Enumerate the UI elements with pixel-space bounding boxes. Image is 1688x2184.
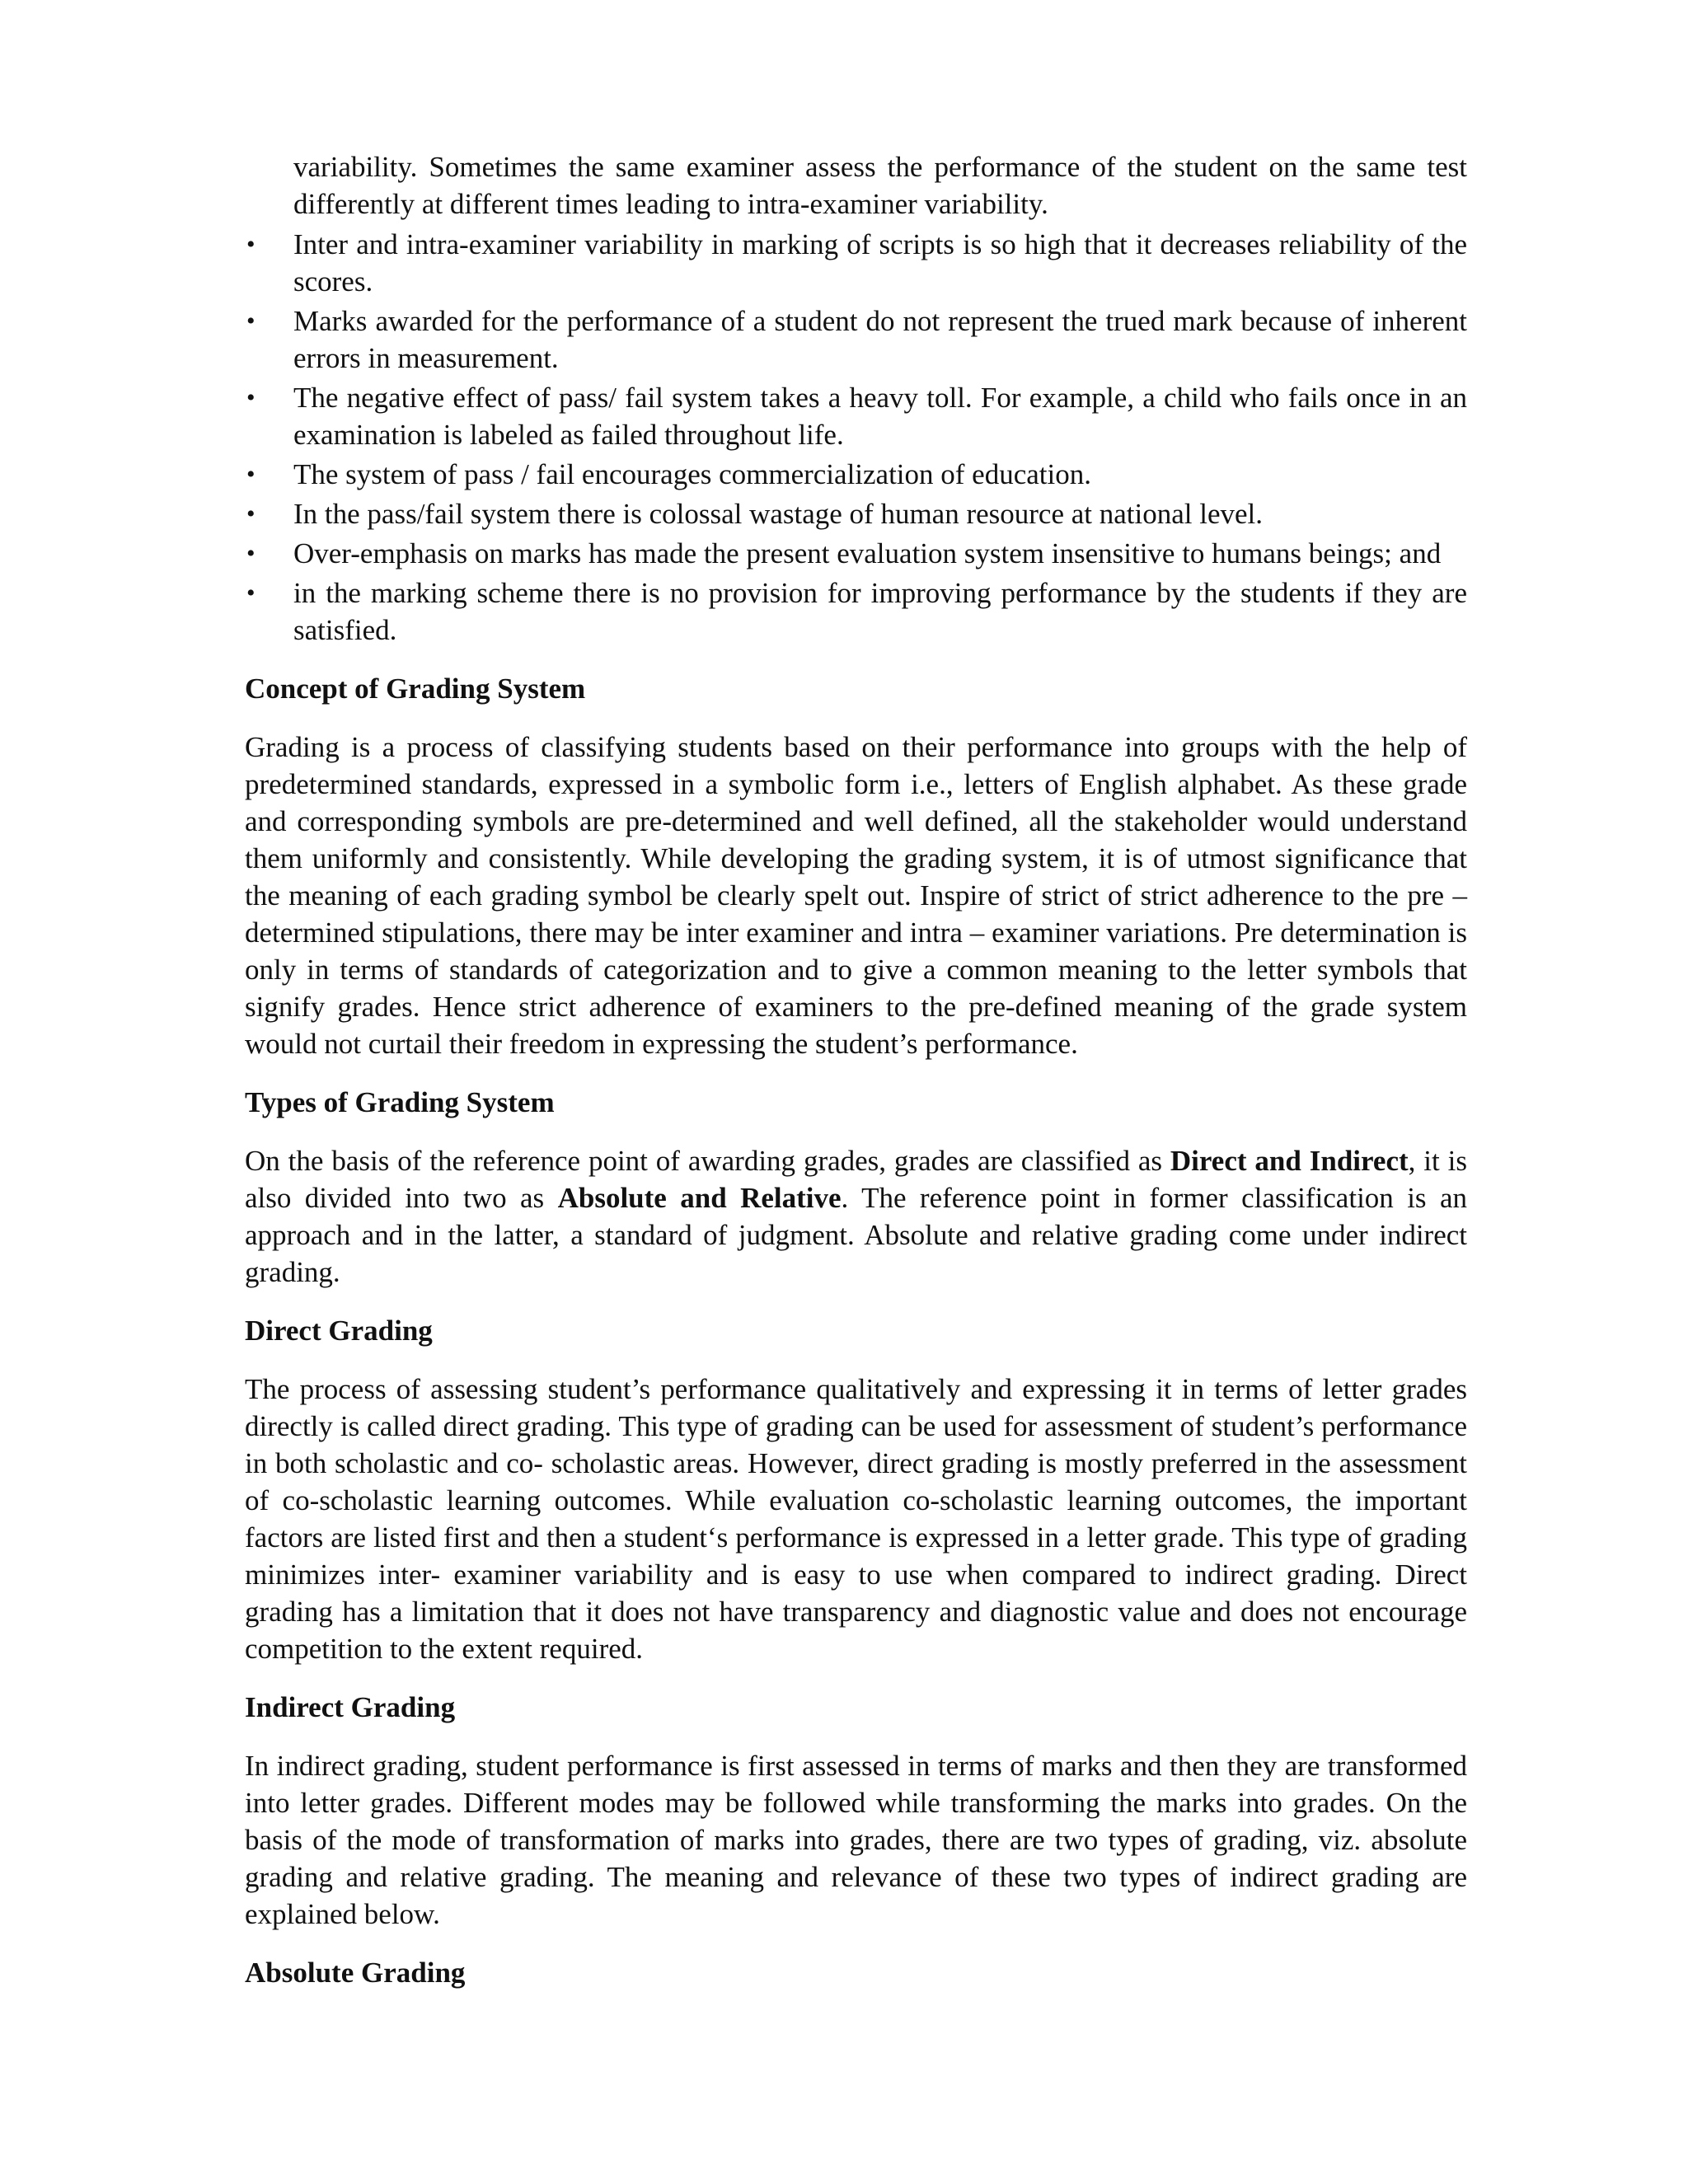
types-text-1: On the basis of the reference point of awarding grades, grades are classified as: [245, 1145, 1170, 1177]
heading-direct-grading: Direct Grading: [245, 1315, 433, 1347]
list-item-text: Inter and intra-examiner variability in marking of scripts is so high that it decreases reliability of the scores.: [293, 228, 1467, 298]
paragraph-direct: The process of assessing student’s performance qualitatively and expressing it in terms of letter grades directly is called direct grading. This type of grading can be used for assessment of student’s performance in both scholastic and co- scholastic areas. However, direct grading is mostly preferred in the assessment of co-scholastic learning outcomes. While evaluation co-scholastic learning outcomes, the important factors are listed first and then a student‘s performance is expressed in a letter grade. This type of grading minimizes inter- examiner variability and is easy to use when compared to indirect grading. Direct grading has a limitation that it does not have transparency and diagnostic value and does not encourage competition to the extent required.: [245, 1373, 1467, 1665]
heading-concept-of-grading-system: Concept of Grading System: [245, 673, 586, 705]
list-item: [245, 456, 1467, 493]
bullet-icon: •: [246, 579, 256, 607]
bullet-icon: •: [246, 500, 256, 527]
list-item-text: In the pass/fail system there is colossal wastage of human resource at national level.: [293, 498, 1264, 530]
types-text-3: . The reference point in former classification is an approach and in the latter, a standard of judgment. Absolute and relative grading come under indirect grading.: [245, 1182, 1468, 1288]
paragraph-indirect: In indirect grading, student performance is first assessed in terms of marks and then they are transformed into letter grades. Different modes may be followed while transforming the marks into grades. On the basis of the mode of transformation of marks into grades, there are two types of grading, viz. absolute grading and relative grading. The meaning and relevance of these two types of indirect grading are explained below.: [245, 1750, 1467, 1930]
bullet-list: [245, 226, 1467, 649]
heading-absolute-grading: Absolute Grading: [245, 1957, 466, 1989]
list-item: [245, 495, 1467, 532]
types-bold-direct-indirect: Direct and Indirect: [1170, 1145, 1409, 1177]
heading-types-of-grading-system: Types of Grading System: [245, 1086, 555, 1118]
list-item: [245, 226, 1467, 300]
list-item: [245, 302, 1467, 377]
list-item-text: Marks awarded for the performance of a student do not represent the trued mark because of inherent errors in measurement.: [293, 305, 1467, 374]
bullet-icon: •: [246, 461, 256, 488]
bullet-icon: •: [246, 307, 256, 335]
bullet-icon: •: [246, 540, 256, 567]
bullet-icon: •: [246, 231, 256, 258]
list-item-text: Over-emphasis on marks has made the present evaluation system insensitive to humans beings; and: [293, 537, 1442, 569]
paragraph-types: [245, 1142, 1467, 1291]
list-item: [245, 535, 1467, 572]
list-item: [245, 574, 1467, 649]
types-bold-absolute-relative: Absolute and Relative: [557, 1182, 842, 1214]
list-item-text: The negative effect of pass/ fail system takes a heavy toll. For example, a child who fails once in an examination is labeled as failed throughout life.: [293, 382, 1467, 451]
paragraph-concept: Grading is a process of classifying students based on their performance into groups with the help of predetermined standards, expressed in a symbolic form i.e., letters of English alphabet. As these grade and corresponding symbols are pre-determined and well defined, all the stakeholder would understand them uniformly and consistently. While developing the grading system, it is of utmost significance that the meaning of each grading symbol be clearly spelt out. Inspire of strict of strict adherence to the pre – determined stipulations, there may be inter examiner and intra – examiner variations. Pre determination is only in terms of standards of categorization and to give a common meaning to the letter symbols that signify grades. Hence strict adherence of examiners to the pre-defined meaning of the grade system would not curtail their freedom in expressing the student’s performance.: [245, 731, 1467, 1060]
list-item: [245, 379, 1467, 453]
intro-continuation: variability. Sometimes the same examiner assess the performance of the student on the same test differently at different times leading to intra-examiner variability.: [293, 151, 1467, 220]
list-item-text: in the marking scheme there is no provision for improving performance by the students if they are satisfied.: [293, 577, 1467, 646]
bullet-icon: •: [246, 384, 256, 411]
document-page: [245, 148, 1467, 2013]
list-item-text: The system of pass / fail encourages commercialization of education.: [293, 458, 1091, 490]
types-text-2: , it is also divided into two as: [245, 1145, 1467, 1214]
heading-indirect-grading: Indirect Grading: [245, 1691, 456, 1723]
